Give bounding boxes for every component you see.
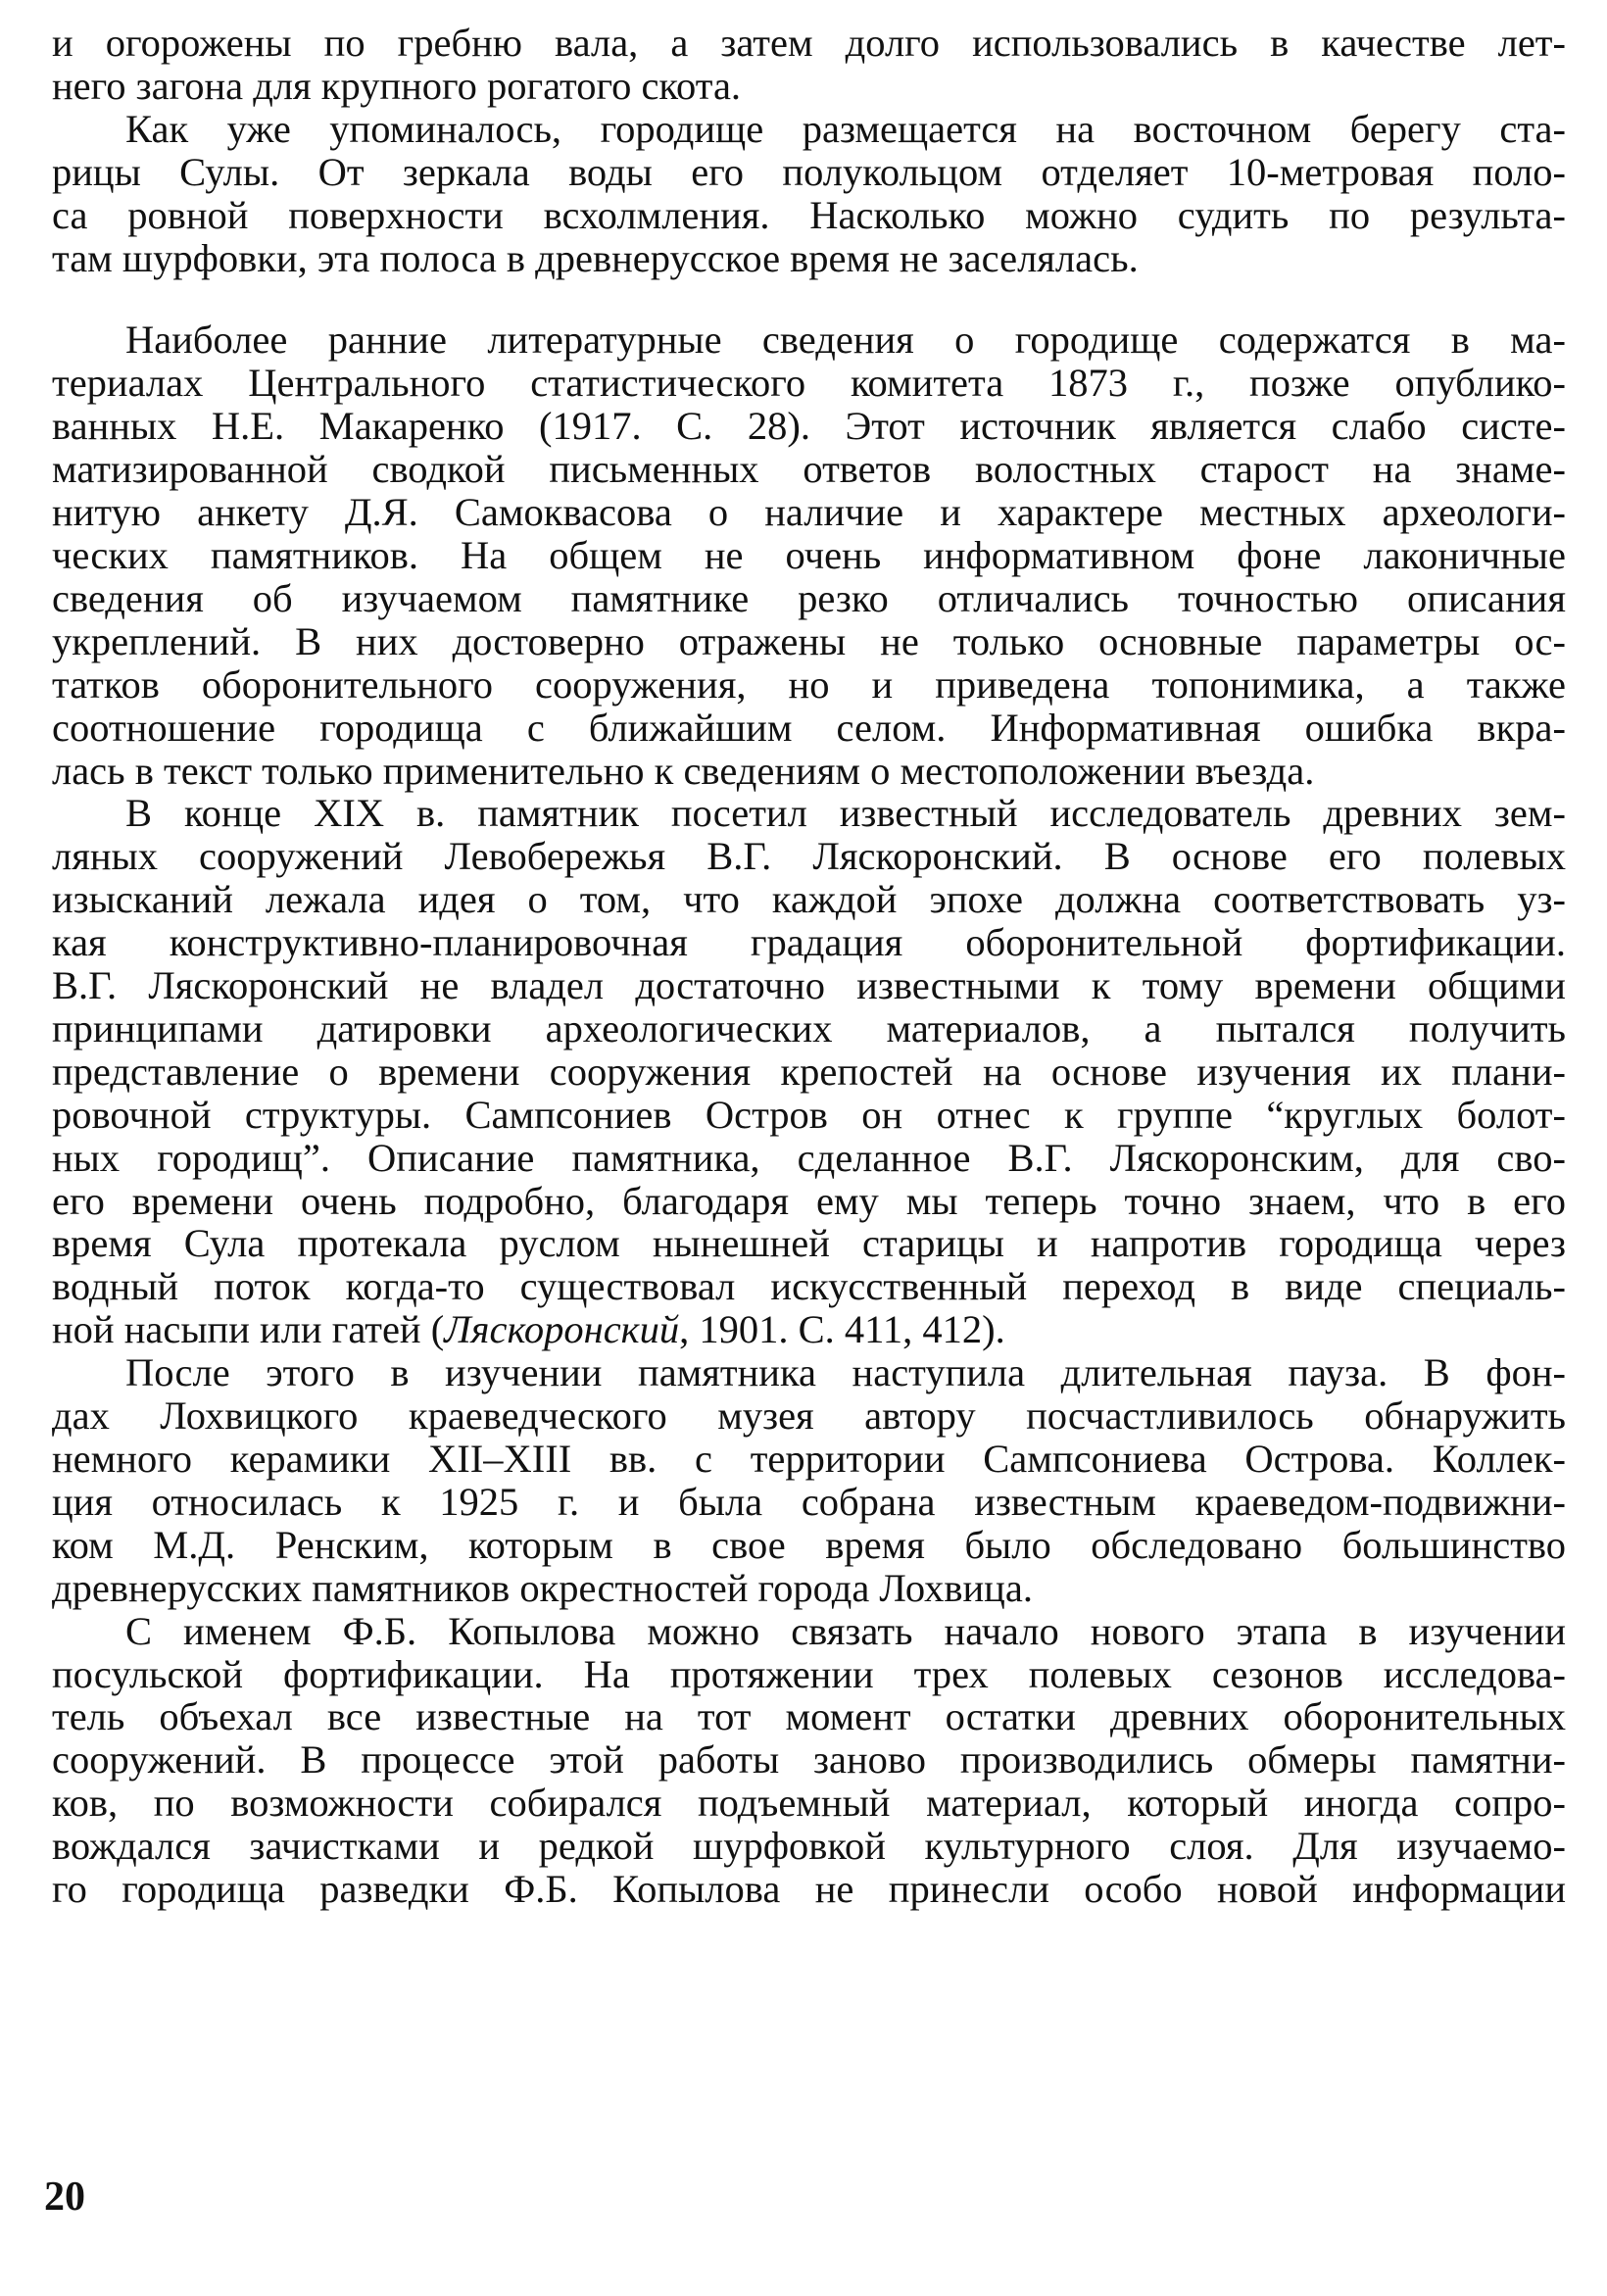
text-line: там шурфовки, эта полоса в древнерусское время не заселялась. — [52, 235, 1139, 280]
text-line: дах Лохвицкого краеведческого музея автору посчастливилось обнаружить — [52, 1393, 1566, 1439]
text-line: ком М.Д. Ренским, которым в свое время было обследовано большинство — [52, 1522, 1566, 1567]
text-line: го городища разведки Ф.Б. Копылова не принесли особо новой информации — [52, 1867, 1566, 1912]
text-line: ровочной структуры. Сампсониев Остров он отнес к группе “круглых болот- — [52, 1092, 1566, 1137]
text-line: С именем Ф.Б. Копылова можно связать начало нового этапа в изучении — [125, 1608, 1566, 1653]
text-segment: , 1901. С. 411, 412). — [679, 1307, 1005, 1352]
text-line: сооружений. В процессе этой работы заново производились обмеры памятни- — [52, 1737, 1566, 1783]
text-line: и огорожены по гребню вала, а затем долго использовались в качестве лет- — [52, 21, 1566, 65]
text-line: матизированной сводкой письменных ответов волостных старост на знаме- — [52, 447, 1566, 492]
text-line: ческих памятников. На общем не очень информативном фоне лаконичные — [52, 532, 1566, 577]
text-line: время Сула протекала руслом нынешней старицы и напротив городища через — [52, 1221, 1566, 1266]
text-line: древнерусских памятников окрестностей города Лохвица. — [52, 1565, 1033, 1610]
text-line: Наиболее ранние литературные сведения о городище содержатся в ма- — [125, 318, 1566, 363]
paragraph-2 — [52, 108, 1566, 280]
text-line: териалах Центрального статистического комитета 1873 г., позже опублико- — [52, 361, 1566, 406]
text-line — [52, 1308, 1566, 1351]
text-line: са ровной поверхности всхолмления. Насколько можно судить по результа- — [52, 192, 1566, 237]
text-line: тель объехал все известные на тот момент остатки древних оборонительных — [52, 1694, 1566, 1739]
text-line: ция относилась к 1925 г. и была собрана известным краеведом-подвижни- — [52, 1479, 1566, 1524]
paragraph-5 — [52, 1351, 1566, 1609]
paragraph-3 — [52, 318, 1566, 792]
text-line: кая конструктивно-планировочная градация оборонительной фортификации. — [52, 920, 1566, 965]
text-line: Как уже упоминалось, городище размещается на восточном берегу ста- — [125, 106, 1566, 151]
paragraph-6 — [52, 1610, 1566, 1911]
text-line: сведения об изучаемом памятнике резко отличались точностью описания — [52, 575, 1566, 620]
text-segment: ной насыпи или гатей ( — [52, 1307, 445, 1352]
paragraph-4 — [52, 792, 1566, 1351]
text-line: В.Г. Ляскоронский не владел достаточно известными к тому времени общими — [52, 963, 1566, 1008]
text-line: лась в текст только применительно к сведениям о местоположении въезда. — [52, 748, 1315, 793]
text-line: рицы Сулы. От зеркала воды его полукольцом отделяет 10-метровая поло- — [52, 149, 1566, 194]
text-line: изысканий лежала идея о том, что каждой эпохе должна соответствовать уз- — [52, 877, 1566, 922]
text-line: ляных сооружений Левобережья В.Г. Ляскоронский. В основе его полевых — [52, 834, 1566, 879]
text-line: В конце XIX в. памятник посетил известный исследователь древних зем- — [125, 791, 1566, 836]
text-line: него загона для крупного рогатого скота. — [52, 63, 742, 108]
text-line: посульской фортификации. На протяжении трех полевых сезонов исследова- — [52, 1651, 1566, 1696]
text-line: ных городищ”. Описание памятника, сделанное В.Г. Ляскоронским, для сво- — [52, 1135, 1566, 1180]
text-line: татков оборонительного сооружения, но и приведена топонимика, а также — [52, 661, 1566, 707]
text-line: вождался зачистками и редкой шурфовкой культурного слоя. Для изучаемо- — [52, 1824, 1566, 1869]
text-line: ванных Н.Е. Макаренко (1917. С. 28). Этот источник является слабо систе- — [52, 404, 1566, 449]
text-line: После этого в изучении памятника наступила длительная пауза. В фон- — [125, 1350, 1566, 1395]
text-line: его времени очень подробно, благодаря ему мы теперь точно знаем, что в его — [52, 1178, 1566, 1223]
page-body — [52, 22, 1566, 1911]
text-line: укреплений. В них достоверно отражены не только основные параметры ос- — [52, 618, 1566, 663]
text-line: соотношение городища с ближайшим селом. Информативная ошибка вкра- — [52, 705, 1566, 750]
text-line: немного керамики XII–XIII вв. с территории Сампсониева Острова. Коллек- — [52, 1437, 1566, 1481]
page-number: 20 — [44, 2174, 85, 2220]
text-line: нитую анкету Д.Я. Самоквасова о наличие и характере местных археологи- — [52, 490, 1566, 535]
paragraph-1 — [52, 22, 1566, 108]
author-citation: Ляскоронский — [444, 1307, 680, 1352]
text-line: принципами датировки археологических материалов, а пытался получить — [52, 1005, 1566, 1050]
text-line: представление о времени сооружения крепостей на основе изучения их плани- — [52, 1049, 1566, 1094]
text-line: водный поток когда-то существовал искусственный переход в виде специаль- — [52, 1264, 1566, 1309]
text-line: ков, по возможности собирался подъемный материал, который иногда сопро- — [52, 1781, 1566, 1826]
